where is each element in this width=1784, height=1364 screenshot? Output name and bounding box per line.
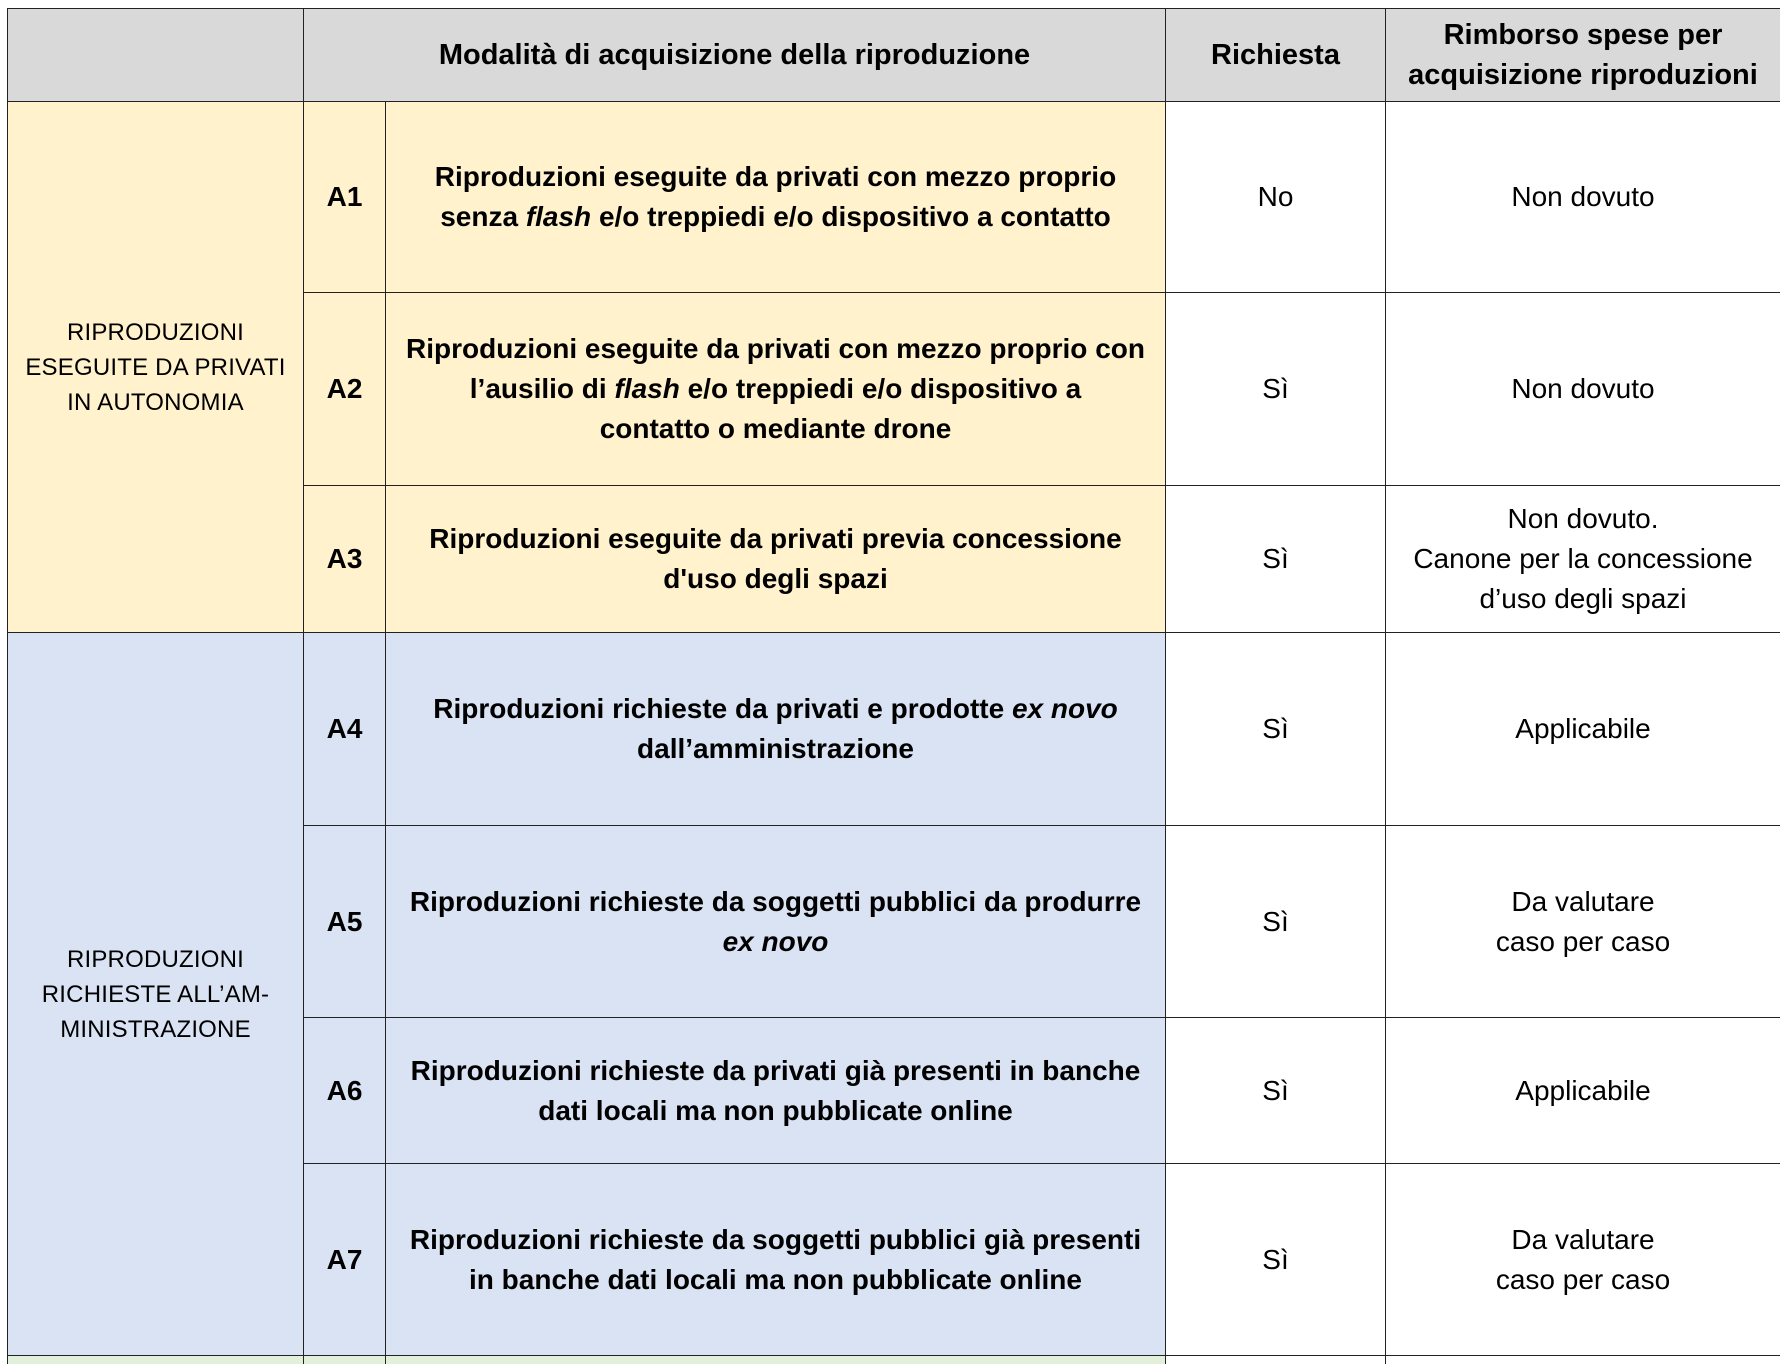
description-fragment: Riproduzioni eseguite da privati con mezzo proprio con (406, 333, 1145, 364)
description-line (394, 1051, 1157, 1091)
description-fragment: Riproduzioni eseguite da privati previa concessione (429, 523, 1122, 554)
rimborso-line: Applicabile (1515, 713, 1651, 744)
rimborso-line: caso per caso (1495, 1263, 1671, 1295)
description-fragment: dall’amministrazione (637, 733, 914, 764)
document-page (7, 8, 1780, 1364)
rimborso-line: Non dovuto. (1507, 503, 1659, 534)
row-rimborso (1386, 826, 1781, 1018)
cutoff-code-cell (304, 1356, 386, 1364)
row-description (386, 1018, 1166, 1164)
row-richiesta: Sì (1166, 633, 1386, 826)
header-rimborso (1386, 9, 1781, 102)
row-rimborso (1386, 1018, 1781, 1164)
category-line: RIPRODUZIONI (66, 318, 245, 346)
row-richiesta: Sì (1166, 1018, 1386, 1164)
description-line (394, 329, 1157, 369)
row-code: A2 (304, 293, 386, 486)
rimborso-line: Da valutare (1511, 1223, 1655, 1255)
description-line (394, 1220, 1157, 1260)
header-rimborso-line: Rimborso spese per (1443, 19, 1723, 51)
description-italic-fragment: flash (614, 373, 680, 404)
description-fragment: Riproduzioni eseguite da privati con mezzo proprio (434, 161, 1117, 192)
row-code: A4 (304, 633, 386, 826)
description-line (394, 729, 1157, 769)
rimborso-line: caso per caso (1495, 925, 1671, 957)
description-line (394, 409, 1157, 449)
description-fragment: contatto o mediante drone (599, 413, 952, 444)
description-fragment: Riproduzioni richieste da soggetti pubblici già presenti (409, 1223, 1142, 1255)
row-description (386, 633, 1166, 826)
description-line (394, 369, 1157, 409)
rimborso-line: d’uso degli spazi (1479, 583, 1687, 614)
row-rimborso (1386, 486, 1781, 633)
category-line: IN AUTONOMIA (67, 388, 244, 416)
row-code: A1 (304, 102, 386, 293)
description-italic-fragment: ex novo (722, 925, 829, 957)
rimborso-line: Non dovuto (1511, 181, 1655, 212)
header-rimborso-line: acquisizione riproduzioni (1408, 59, 1758, 91)
row-description (386, 486, 1166, 633)
header-richiesta: Richiesta (1166, 9, 1386, 102)
row-rimborso (1386, 102, 1781, 293)
description-fragment: Riproduzioni richieste da soggetti pubblici da produrre (409, 885, 1142, 917)
rimborso-line: Applicabile (1515, 1074, 1651, 1106)
description-fragment: d'uso degli spazi (663, 563, 888, 594)
description-fragment: Riproduzioni richieste da privati e prodotte (433, 693, 1012, 724)
description-line (394, 197, 1157, 237)
cutoff-richiesta-cell (1166, 1356, 1386, 1364)
cutoff-rimborso-cell (1386, 1356, 1781, 1364)
description-line (394, 1091, 1157, 1131)
category-line: ESEGUITE DA PRIVATI (25, 353, 286, 381)
row-description (386, 102, 1166, 293)
row-code: A3 (304, 486, 386, 633)
row-description (386, 826, 1166, 1018)
row-richiesta: Sì (1166, 486, 1386, 633)
description-fragment: Riproduzioni richieste da privati già presenti in banche (410, 1054, 1141, 1086)
table-row (8, 102, 1781, 293)
category-autonomia (8, 102, 304, 633)
description-fragment: in banche dati locali ma non pubblicate online (469, 1263, 1082, 1295)
reproduction-modes-table (7, 8, 1780, 1364)
description-fragment: e/o treppiedi e/o dispositivo a (679, 373, 1082, 404)
row-rimborso (1386, 633, 1781, 826)
table-row-cutoff (8, 1356, 1781, 1364)
description-fragment: e/o treppiedi e/o dispositivo a contatto (591, 201, 1111, 232)
row-richiesta: No (1166, 102, 1386, 293)
description-line (394, 689, 1157, 729)
row-code: A6 (304, 1018, 386, 1164)
table-row (8, 633, 1781, 826)
category-line: RICHIESTE ALL’AM- (41, 980, 270, 1008)
table-header-row (8, 9, 1781, 102)
category-line: MINISTRAZIONE (60, 1015, 251, 1043)
description-fragment: l’ausilio di (469, 373, 615, 404)
row-richiesta: Sì (1166, 826, 1386, 1018)
row-rimborso (1386, 1164, 1781, 1356)
category-amministrazione (8, 633, 304, 1356)
description-italic-fragment: flash (525, 201, 592, 232)
description-line (394, 559, 1157, 599)
cutoff-category-cell (8, 1356, 304, 1364)
description-line (394, 157, 1157, 197)
rimborso-line: Da valutare (1511, 885, 1655, 917)
rimborso-line: Non dovuto (1511, 373, 1655, 404)
row-code: A5 (304, 826, 386, 1018)
description-line (394, 1260, 1157, 1300)
row-richiesta: Sì (1166, 1164, 1386, 1356)
header-empty-cell (8, 9, 304, 102)
header-modalita: Modalità di acquisizione della riproduzione (304, 9, 1166, 102)
description-line (394, 882, 1157, 922)
row-code: A7 (304, 1164, 386, 1356)
row-rimborso (1386, 293, 1781, 486)
category-line: RIPRODUZIONI (66, 945, 245, 973)
description-fragment: senza (440, 201, 526, 232)
row-richiesta: Sì (1166, 293, 1386, 486)
rimborso-line: Canone per la concessione (1413, 543, 1753, 574)
description-line (394, 519, 1157, 559)
description-line (394, 922, 1157, 962)
description-fragment: dati locali ma non pubblicate online (538, 1094, 1013, 1126)
row-description (386, 1164, 1166, 1356)
row-description (386, 293, 1166, 486)
description-italic-fragment: ex novo (1011, 693, 1118, 724)
cutoff-description-cell (386, 1356, 1166, 1364)
